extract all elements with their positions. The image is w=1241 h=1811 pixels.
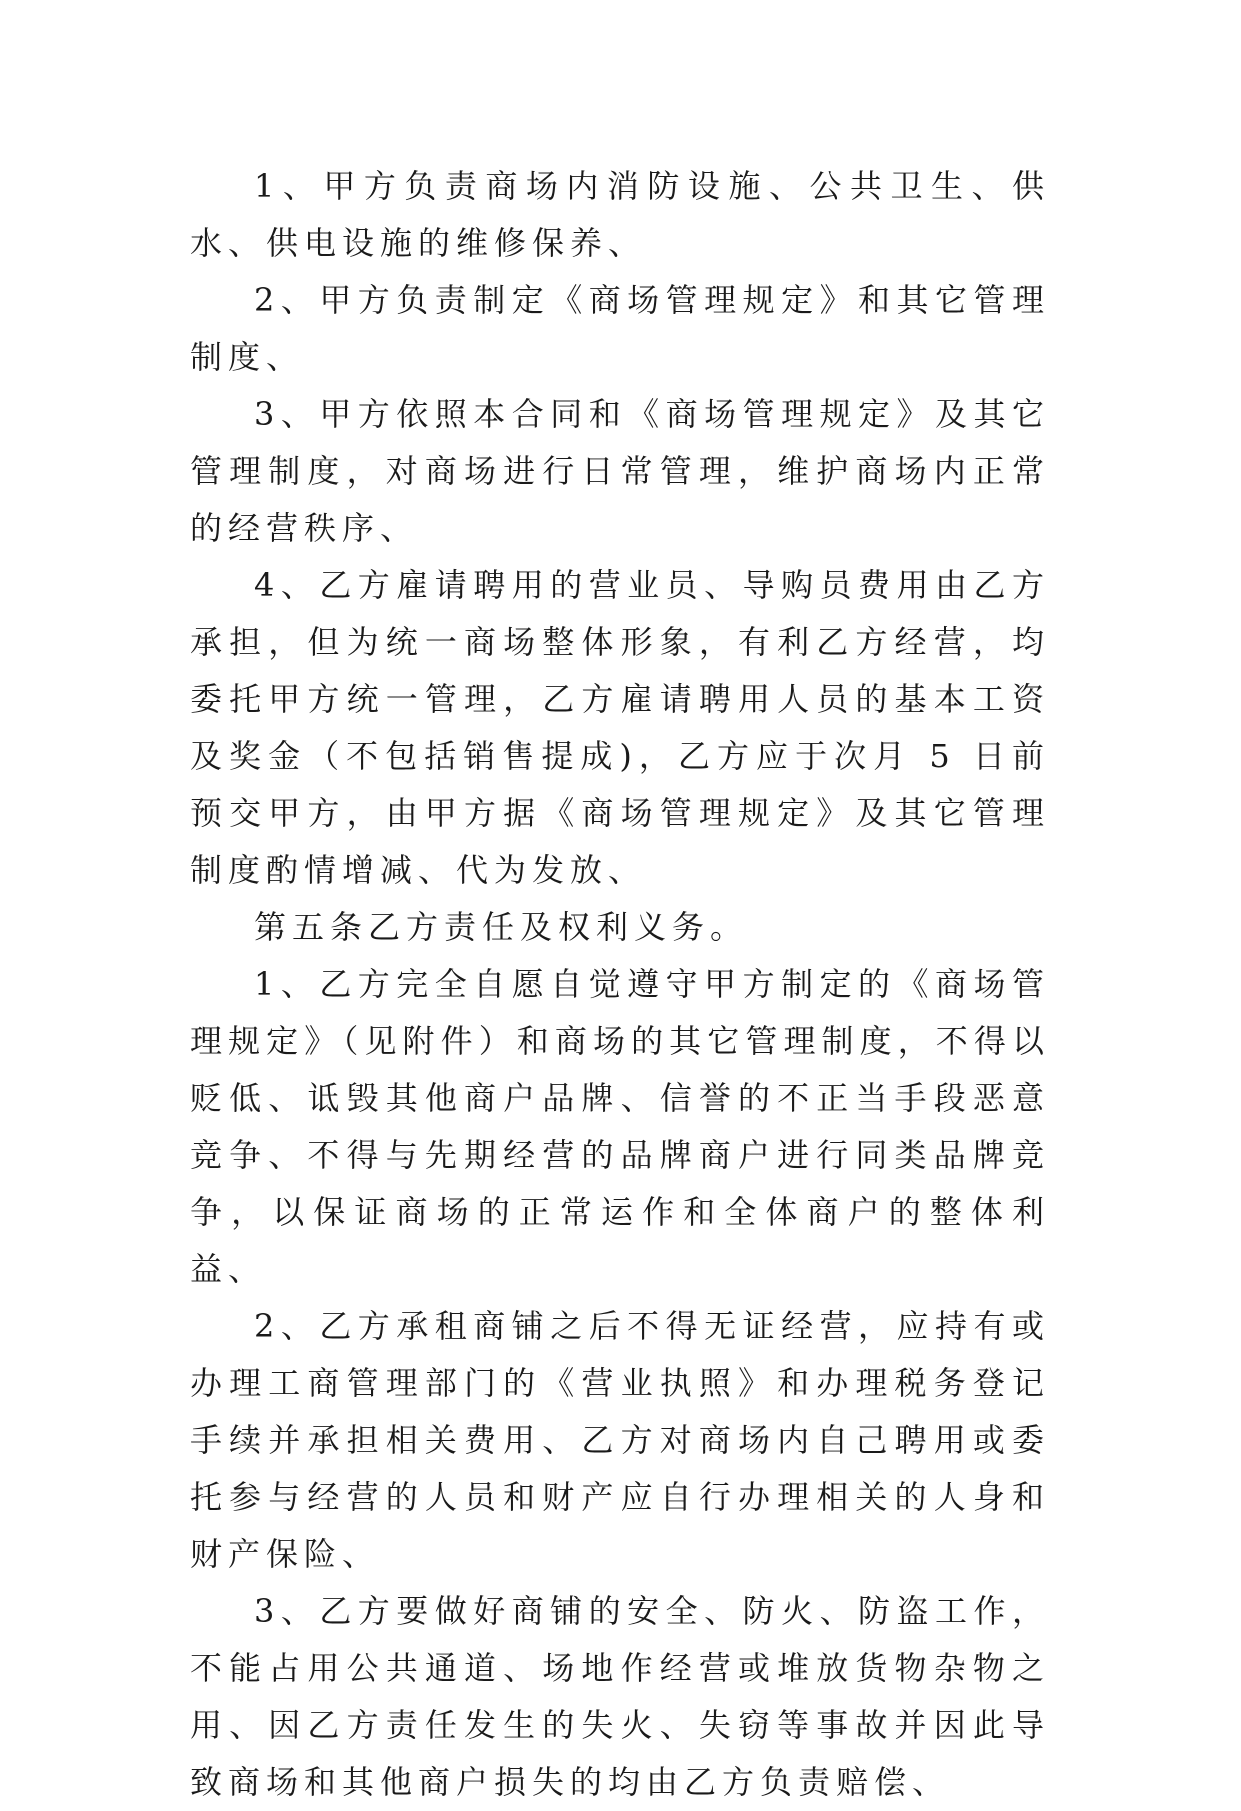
paragraph-tenant-license: 2、乙方承租商铺之后不得无证经营，应持有或办理工商管理部门的《营业执照》和办理税务登记手续并承担相关费用、乙方对商场内自己聘用或委托参与经营的人员和财产应自行办理相关的人身和财产保险、 bbox=[190, 1307, 1050, 1573]
paragraph-landlord-management: 3、甲方依照本合同和《商场管理规定》及其它管理制度，对商场进行日常管理，维护商场内正常的经营秩序、 bbox=[190, 395, 1050, 547]
paragraph-landlord-rules: 2、甲方负责制定《商场管理规定》和其它管理制度、 bbox=[190, 281, 1050, 376]
document-body bbox=[190, 158, 1050, 1811]
paragraph-landlord-maintenance: 1、甲方负责商场内消防设施、公共卫生、供水、供电设施的维修保养、 bbox=[190, 167, 1050, 262]
paragraph-staff-wages: 4、乙方雇请聘用的营业员、导购员费用由乙方承担，但为统一商场整体形象，有利乙方经营，均委托甲方统一管理，乙方雇请聘用人员的基本工资及奖金（不包括销售提成)，乙方应于次月 5 日前预交甲方，由甲方据《商场管理规定》及其它管理制度酌情增减、代为发放、 bbox=[190, 566, 1050, 889]
paragraph-tenant-safety: 3、乙方要做好商铺的安全、防火、防盗工作，不能占用公共通道、场地作经营或堆放货物杂物之用、因乙方责任发生的失火、失窃等事故并因此导致商场和其他商户损失的均由乙方负责赔偿、 bbox=[190, 1592, 1050, 1801]
article-five-heading: 第五条乙方责任及权利义务。 bbox=[254, 908, 749, 946]
paragraph-tenant-compliance: 1、乙方完全自愿自觉遵守甲方制定的《商场管理规定》（见附件）和商场的其它管理制度，不得以贬低、诋毁其他商户品牌、信誉的不正当手段恶意竞争、不得与先期经营的品牌商户进行同类品牌竞争，以保证商场的正常运作和全体商户的整体利益、 bbox=[190, 965, 1050, 1288]
